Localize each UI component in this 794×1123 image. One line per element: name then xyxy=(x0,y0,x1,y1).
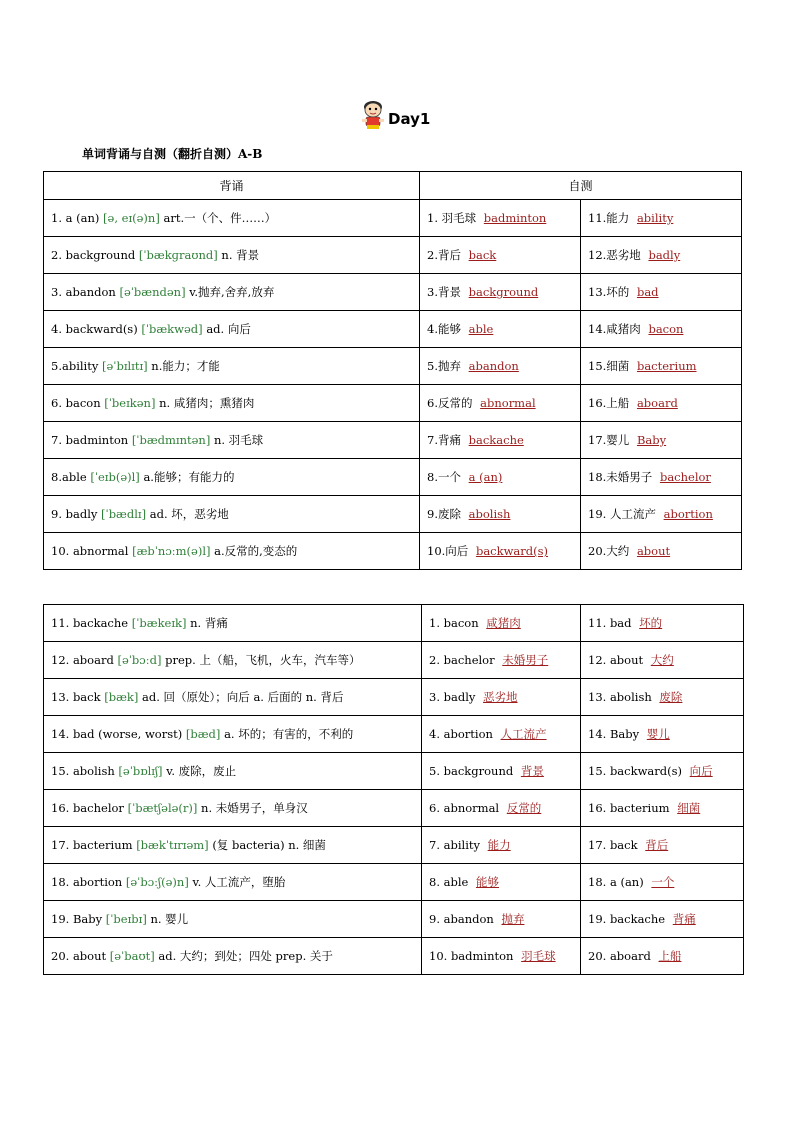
test-prompt: 19. 人工流产 xyxy=(588,507,656,521)
self-test-cell xyxy=(422,716,581,753)
vocab-meaning: ad. 大约；到处；四处 prep. 关于 xyxy=(158,949,333,963)
vocab-meaning: v. 人工流产，堕胎 xyxy=(192,875,286,889)
table-row xyxy=(44,237,742,274)
self-test-cell xyxy=(420,200,581,237)
vocab-word: 2. background xyxy=(51,248,136,262)
vocab-word: 10. abnormal xyxy=(51,544,129,558)
vocab-phonetic: [əˈbændən] xyxy=(119,285,186,299)
test-answer: 未婚男子 xyxy=(502,653,549,667)
test-answer: 恶劣地 xyxy=(483,690,518,704)
recite-cell xyxy=(44,274,420,311)
vocab-meaning: ad. 向后 xyxy=(206,322,251,336)
vocab-phonetic: [ˈbætʃələ(r)] xyxy=(127,801,198,815)
recite-cell xyxy=(44,533,420,570)
test-answer: able xyxy=(468,322,494,336)
self-test-cell xyxy=(581,274,742,311)
recite-cell xyxy=(44,311,420,348)
self-test-cell xyxy=(581,790,744,827)
vocab-meaning: a.反常的,变态的 xyxy=(214,544,298,558)
vocab-phonetic: [æbˈnɔːm(ə)l] xyxy=(132,544,211,558)
table-row xyxy=(44,642,744,679)
vocab-meaning: prep. 上（船，飞机，火车，汽车等） xyxy=(165,653,361,667)
test-prompt: 7. ability xyxy=(429,838,480,852)
self-test-cell xyxy=(581,422,742,459)
test-answer: bachelor xyxy=(659,470,711,484)
self-test-cell xyxy=(422,827,581,864)
test-prompt: 1. 羽毛球 xyxy=(427,211,477,225)
recite-cell xyxy=(44,827,422,864)
self-test-cell xyxy=(422,938,581,975)
self-test-cell xyxy=(581,200,742,237)
self-test-cell xyxy=(422,679,581,716)
self-test-cell xyxy=(422,864,581,901)
test-answer: 反常的 xyxy=(506,801,542,815)
self-test-cell xyxy=(581,385,742,422)
recite-cell xyxy=(44,200,420,237)
vocab-word: 6. bacon xyxy=(51,396,101,410)
vocab-phonetic: [ˈbeɪkən] xyxy=(104,396,156,410)
vocab-word: 9. badly xyxy=(51,507,98,521)
test-prompt: 4. abortion xyxy=(429,727,493,741)
test-answer: backward(s) xyxy=(475,544,549,558)
header-self-test: 自测 xyxy=(420,172,742,200)
vocab-word: 11. backache xyxy=(51,616,129,630)
test-prompt: 1. bacon xyxy=(429,616,479,630)
test-prompt: 20.大约 xyxy=(588,544,630,558)
vocab-phonetic: [ə, eɪ(ə)n] xyxy=(103,211,160,225)
self-test-cell xyxy=(420,459,581,496)
vocab-meaning: v.抛弃,舍弃,放弃 xyxy=(189,285,275,299)
test-answer: 坏的 xyxy=(639,616,663,630)
test-prompt: 5. background xyxy=(429,764,514,778)
table-row xyxy=(44,311,742,348)
test-prompt: 16.上船 xyxy=(588,396,630,410)
test-prompt: 6.反常的 xyxy=(427,396,473,410)
test-answer: 羽毛球 xyxy=(521,949,556,963)
vocab-word: 17. bacterium xyxy=(51,838,133,852)
self-test-cell xyxy=(581,533,742,570)
self-test-cell xyxy=(581,753,744,790)
test-prompt: 15.细菌 xyxy=(588,359,630,373)
test-answer: 抛弃 xyxy=(501,912,525,926)
vocab-word: 19. Baby xyxy=(51,912,103,926)
self-test-cell xyxy=(581,459,742,496)
self-test-cell xyxy=(420,533,581,570)
header-recite: 背诵 xyxy=(44,172,420,200)
test-answer: abandon xyxy=(468,359,519,373)
test-prompt: 2.背后 xyxy=(427,248,461,262)
test-prompt: 10. badminton xyxy=(429,949,514,963)
test-prompt: 8.一个 xyxy=(427,470,461,484)
recite-cell xyxy=(44,716,422,753)
vocab-phonetic: [ˈbækeɪk] xyxy=(131,616,187,630)
cartoon-character-icon xyxy=(360,98,386,132)
vocab-phonetic: [ˈbeɪbɪ] xyxy=(105,912,147,926)
test-prompt: 17. back xyxy=(588,838,638,852)
self-test-cell xyxy=(581,237,742,274)
table-row xyxy=(44,753,744,790)
self-test-cell xyxy=(581,311,742,348)
table-row xyxy=(44,459,742,496)
title-block xyxy=(360,97,430,133)
test-prompt: 20. aboard xyxy=(588,949,651,963)
page-title: Day1 xyxy=(388,110,431,128)
test-answer: 背痛 xyxy=(672,912,696,926)
table-row xyxy=(44,938,744,975)
table-row xyxy=(44,274,742,311)
test-prompt: 11. bad xyxy=(588,616,632,630)
self-test-cell xyxy=(422,901,581,938)
test-prompt: 14.咸猪肉 xyxy=(588,322,641,336)
recite-cell xyxy=(44,938,422,975)
recite-cell xyxy=(44,679,422,716)
recite-cell xyxy=(44,790,422,827)
test-prompt: 5.抛弃 xyxy=(427,359,461,373)
table-row xyxy=(44,864,744,901)
self-test-cell xyxy=(420,496,581,533)
page-subtitle: 单词背诵与自测（翻折自测）A-B xyxy=(82,147,263,161)
self-test-cell xyxy=(420,311,581,348)
test-answer: 人工流产 xyxy=(500,727,547,741)
self-test-cell xyxy=(581,827,744,864)
recite-cell xyxy=(44,605,422,642)
test-answer: 能够 xyxy=(476,875,499,889)
test-answer: 一个 xyxy=(651,875,675,889)
table-row xyxy=(44,827,744,864)
vocab-meaning: n. 婴儿 xyxy=(150,912,189,926)
vocab-table-recite xyxy=(43,171,742,570)
table-row xyxy=(44,348,742,385)
test-answer: 废除 xyxy=(659,690,683,704)
self-test-cell xyxy=(422,753,581,790)
test-prompt: 19. backache xyxy=(588,912,666,926)
test-answer: 背景 xyxy=(520,764,544,778)
test-prompt: 14. Baby xyxy=(588,727,640,741)
table-row xyxy=(44,533,742,570)
vocab-phonetic: [ˈbædmɪntən] xyxy=(131,433,211,447)
test-prompt: 15. backward(s) xyxy=(588,764,683,778)
vocab-meaning: n. 羽毛球 xyxy=(213,433,264,447)
vocab-word: 5.ability xyxy=(51,359,99,373)
table-row xyxy=(44,200,742,237)
vocab-meaning: n.能力；才能 xyxy=(151,359,220,373)
table-row xyxy=(44,385,742,422)
vocab-word: 3. abandon xyxy=(51,285,116,299)
table-row xyxy=(44,790,744,827)
vocab-word: 1. a (an) xyxy=(51,211,100,225)
test-prompt: 9.废除 xyxy=(427,507,461,521)
test-answer: abnormal xyxy=(480,396,536,410)
self-test-cell xyxy=(581,642,744,679)
vocab-meaning: n. 咸猪肉；熏猪肉 xyxy=(159,396,255,410)
table-row xyxy=(44,496,742,533)
test-answer: bacon xyxy=(648,322,684,336)
recite-cell xyxy=(44,422,420,459)
test-answer: 大约 xyxy=(650,653,674,667)
self-test-cell xyxy=(581,938,744,975)
vocab-meaning: n. 背景 xyxy=(221,248,260,262)
self-test-cell xyxy=(420,237,581,274)
test-prompt: 18. a (an) xyxy=(588,875,644,889)
vocab-word: 14. bad (worse, worst) xyxy=(51,727,183,741)
recite-cell xyxy=(44,459,420,496)
vocab-word: 18. abortion xyxy=(51,875,123,889)
test-prompt: 3. badly xyxy=(429,690,476,704)
test-prompt: 12.恶劣地 xyxy=(588,248,641,262)
test-answer: abolish xyxy=(468,507,511,521)
table-row xyxy=(44,679,744,716)
test-prompt: 3.背景 xyxy=(427,285,461,299)
self-test-cell xyxy=(581,901,744,938)
test-answer: bad xyxy=(636,285,659,299)
test-prompt: 4.能够 xyxy=(427,322,461,336)
vocab-phonetic: [bæd] xyxy=(185,727,221,741)
test-answer: Baby xyxy=(636,433,667,447)
self-test-cell xyxy=(581,864,744,901)
vocab-meaning: n. 背痛 xyxy=(190,616,228,630)
vocab-phonetic: [ˈbædlɪ] xyxy=(101,507,147,521)
test-answer: 细菌 xyxy=(677,801,701,815)
recite-cell xyxy=(44,385,420,422)
test-answer: 上船 xyxy=(658,949,682,963)
self-test-cell xyxy=(420,422,581,459)
table-row xyxy=(44,901,744,938)
recite-cell xyxy=(44,348,420,385)
test-answer: aboard xyxy=(636,396,678,410)
self-test-cell xyxy=(422,790,581,827)
recite-cell xyxy=(44,496,420,533)
vocab-word: 8.able xyxy=(51,470,87,484)
vocab-word: 13. back xyxy=(51,690,101,704)
recite-cell xyxy=(44,864,422,901)
test-prompt: 2. bachelor xyxy=(429,653,495,667)
test-answer: badminton xyxy=(483,211,547,225)
vocab-word: 20. about xyxy=(51,949,107,963)
vocab-phonetic: [ˈbækɡraʊnd] xyxy=(138,248,218,262)
table-row xyxy=(44,605,744,642)
vocab-meaning: a.能够；有能力的 xyxy=(143,470,235,484)
test-prompt: 10.向后 xyxy=(427,544,469,558)
test-answer: background xyxy=(468,285,539,299)
test-answer: 婴儿 xyxy=(646,727,670,741)
vocab-phonetic: [bækˈtɪrɪəm] xyxy=(136,838,209,852)
test-answer: 咸猪肉 xyxy=(486,616,521,630)
self-test-cell xyxy=(581,605,744,642)
test-answer: 向后 xyxy=(689,764,713,778)
test-prompt: 13.坏的 xyxy=(588,285,630,299)
test-answer: badly xyxy=(648,248,681,262)
vocab-meaning: ad. 坏，恶劣地 xyxy=(149,507,229,521)
self-test-cell xyxy=(581,716,744,753)
test-prompt: 13. abolish xyxy=(588,690,652,704)
test-answer: 背后 xyxy=(645,838,669,852)
vocab-word: 7. badminton xyxy=(51,433,129,447)
self-test-cell xyxy=(581,679,744,716)
test-answer: bacterium xyxy=(636,359,697,373)
vocab-phonetic: [bæk] xyxy=(104,690,139,704)
recite-cell xyxy=(44,237,420,274)
vocab-phonetic: [əˈbɪlɪtɪ] xyxy=(102,359,148,373)
test-prompt: 12. about xyxy=(588,653,644,667)
vocab-meaning: v. 废除，废止 xyxy=(166,764,237,778)
self-test-cell xyxy=(581,496,742,533)
table-row xyxy=(44,716,744,753)
test-answer: abortion xyxy=(663,507,713,521)
test-prompt: 11.能力 xyxy=(588,211,630,225)
self-test-cell xyxy=(422,605,581,642)
vocab-word: 15. abolish xyxy=(51,764,115,778)
test-prompt: 18.未婚男子 xyxy=(588,470,653,484)
self-test-cell xyxy=(422,642,581,679)
vocab-meaning: ad. 回（原处）；向后 a. 后面的 n. 背后 xyxy=(142,690,344,704)
test-prompt: 6. abnormal xyxy=(429,801,500,815)
test-answer: back xyxy=(468,248,497,262)
vocab-meaning: a. 坏的；有害的，不利的 xyxy=(224,727,354,741)
vocab-phonetic: [əˈbɔːd] xyxy=(117,653,162,667)
recite-cell xyxy=(44,642,422,679)
self-test-cell xyxy=(420,385,581,422)
vocab-table-test xyxy=(43,604,744,975)
test-prompt: 17.婴儿 xyxy=(588,433,630,447)
vocab-meaning: (复 bacteria) n. 细菌 xyxy=(212,838,326,852)
vocab-phonetic: [ˈeɪb(ə)l] xyxy=(90,470,140,484)
table-header-row xyxy=(44,172,742,200)
vocab-phonetic: [əˈbaʊt] xyxy=(109,949,155,963)
vocab-phonetic: [ˈbækwəd] xyxy=(141,322,203,336)
test-answer: about xyxy=(636,544,671,558)
vocab-word: 16. bachelor xyxy=(51,801,124,815)
test-answer: ability xyxy=(636,211,674,225)
table-row xyxy=(44,422,742,459)
vocab-word: 4. backward(s) xyxy=(51,322,138,336)
test-answer: 能力 xyxy=(487,838,511,852)
vocab-phonetic: [əˈbɒlɪʃ] xyxy=(118,764,163,778)
test-answer: a (an) xyxy=(468,470,503,484)
test-prompt: 7.背痛 xyxy=(427,433,461,447)
vocab-phonetic: [əˈbɔːʃ(ə)n] xyxy=(125,875,189,889)
test-answer: backache xyxy=(468,433,524,447)
test-prompt: 9. abandon xyxy=(429,912,494,926)
vocab-word: 12. aboard xyxy=(51,653,114,667)
test-prompt: 8. able xyxy=(429,875,469,889)
self-test-cell xyxy=(420,274,581,311)
test-prompt: 16. bacterium xyxy=(588,801,670,815)
self-test-cell xyxy=(420,348,581,385)
self-test-cell xyxy=(581,348,742,385)
vocab-meaning: art.一（个、件……） xyxy=(163,211,277,225)
vocab-meaning: n. 未婚男子，单身汉 xyxy=(201,801,308,815)
recite-cell xyxy=(44,901,422,938)
recite-cell xyxy=(44,753,422,790)
